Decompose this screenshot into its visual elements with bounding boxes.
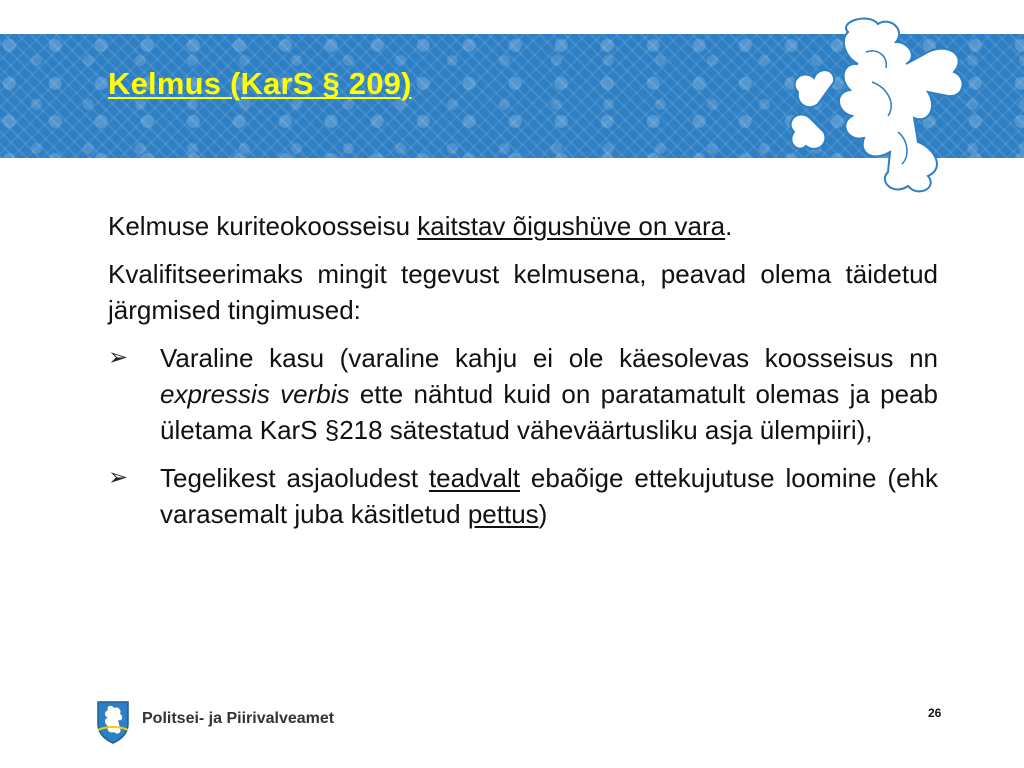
slide-title: Kelmus (KarS § 209) (108, 66, 412, 101)
paragraph1-underlined: kaitstav õigushüve on vara (417, 211, 726, 241)
bullet2-part1: Tegelikest asjaoludest (160, 463, 429, 493)
paragraph1-period: . (725, 211, 733, 241)
page-number: 26 (928, 706, 942, 720)
bullet-item (108, 340, 938, 448)
slide-content (108, 208, 938, 544)
arrow-bullet-icon: ➢ (108, 344, 129, 371)
police-shield-icon (96, 700, 130, 744)
bullet1-part2: ette nähtud kuid on paratamatult olemas ja peab ületama KarS §218 sätestatud väheväärtusliku asja ülempiiri), (160, 379, 938, 445)
bullet1-italic: expressis verbis (160, 379, 350, 409)
bullet-text (160, 460, 938, 532)
bullet-item (108, 460, 938, 532)
arrow-bullet-icon: ➢ (108, 464, 129, 491)
paragraph-conditions: Kvalifitseerimaks mingit tegevust kelmusena, peavad olema täidetud järgmised tingimused: (108, 259, 938, 325)
bullet2-part3: ) (538, 499, 548, 529)
paragraph1-text: Kelmuse kuriteokoosseisu (108, 211, 418, 241)
bullet-text (160, 340, 938, 448)
bullet1-part1: Varaline kasu (varaline kahju ei ole käesolevas koosseisus nn (160, 343, 938, 373)
organization-name: Politsei- ja Piirivalveamet (142, 710, 335, 727)
bullet2-underlined1: teadvalt (428, 463, 521, 493)
lion-emblem-icon (778, 12, 978, 198)
bullet2-part2: ebaõige ettekujutuse loomine (ehk varasemalt juba käsitletud (160, 463, 938, 529)
bullet2-underlined2: pettus (467, 499, 539, 529)
paragraph-protected-interest (108, 208, 938, 244)
